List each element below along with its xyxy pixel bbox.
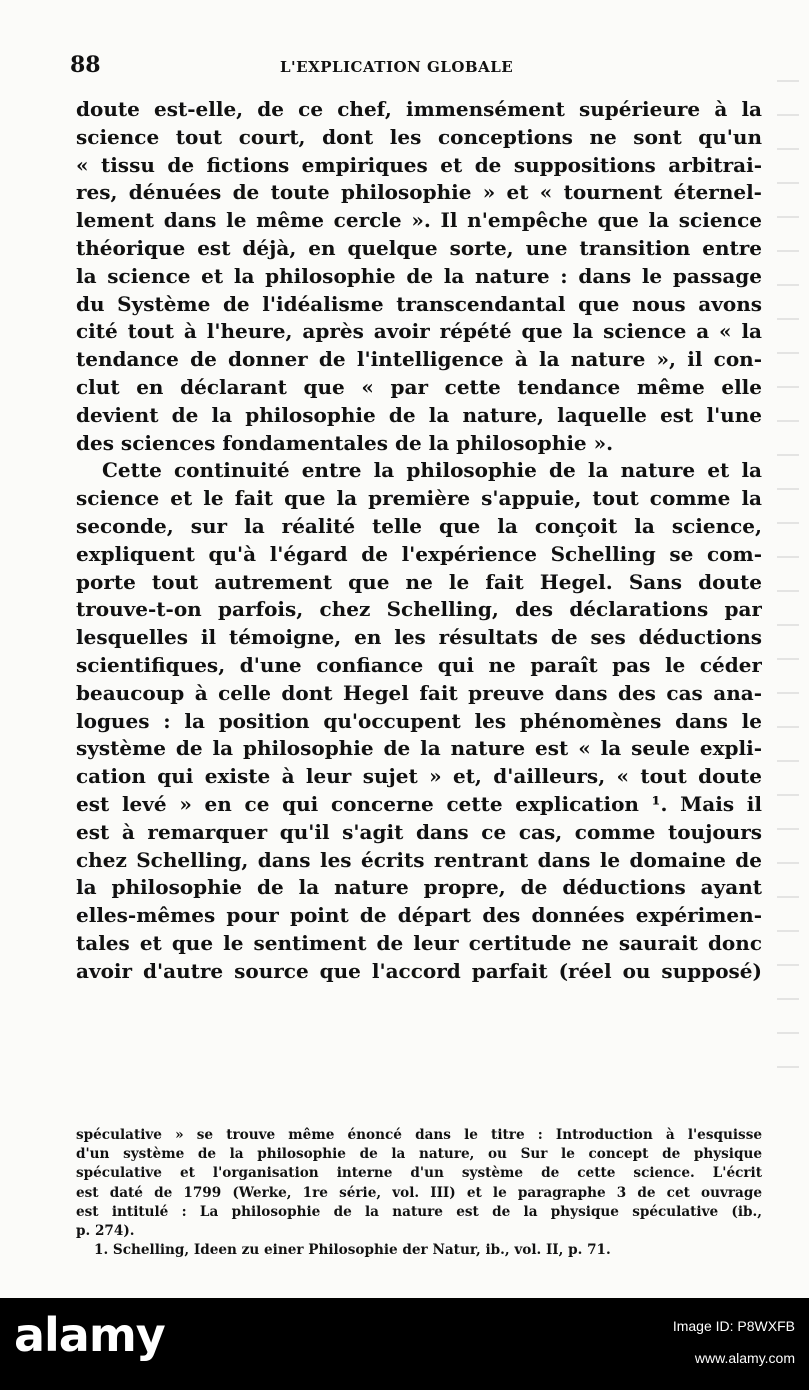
text-line: la philosophie de la nature propre, de déductions ayant [76,875,762,900]
footnotes [76,1126,762,1260]
text-line: chez Schelling, dans les écrits rentrant dans le domaine de [76,847,762,872]
footnote-line: spéculative et l'organisation interne d'un système de cette science. L'écrit [76,1165,762,1182]
page-number: 88 [70,52,101,78]
footnote-line: spéculative » se trouve même énoncé dans le titre : Introduction à l'esquisse [76,1127,762,1143]
text-line: logues : la position qu'occupent les phénomènes dans le [76,708,762,733]
text-line: est à remarquer qu'il s'agit dans ce cas, comme toujours [76,819,762,844]
text-line: est levé » en ce qui concerne cette explication ¹. Mais il [76,791,762,816]
text-line: du Système de l'idéalisme transcendantal que nous avons [76,291,762,316]
text-line: tales et que le sentiment de leur certitude ne saurait donc [76,930,762,955]
text-line: théorique est déjà, en quelque sorte, une transition entre [76,235,762,260]
watermark-banner [0,1298,809,1390]
scan-margin-artifact [777,80,799,1080]
main-text [76,96,762,986]
footnote-line: est intitulé : La philosophie de la nature est de la physique spéculative (ib., [76,1203,762,1220]
site-url: www.alamy.com [694,1350,795,1366]
text-line: Cette continuité entre la philosophie de la nature et la [102,458,762,483]
text-line: science tout court, dont les conceptions ne sont qu'un [76,124,762,149]
text-line: science et le fait que la première s'appuie, tout comme la [76,486,762,511]
text-line: seconde, sur la réalité telle que la conçoit la science, [76,513,762,538]
text-line: doute est-elle, de ce chef, immensément supérieure à la [76,97,762,121]
text-line: système de la philosophie de la nature est « la seule expli- [76,736,762,761]
text-line: elles-mêmes pour point de départ des données expérimen- [76,903,762,928]
footnote-line: p. 274). [76,1222,135,1239]
text-line: scientifiques, d'une confiance qui ne paraît pas le céder [76,652,762,677]
text-line: lesquelles il témoigne, en les résultats de ses déductions [76,625,762,650]
text-line: cité tout à l'heure, après avoir répété que la science a « la [76,319,762,344]
text-line: cation qui existe à leur sujet » et, d'ailleurs, « tout doute [76,764,762,789]
text-line: devient de la philosophie de la nature, laquelle est l'une [76,402,762,427]
text-line: clut en déclarant que « par cette tendance même elle [76,374,762,399]
text-line: avoir d'autre source que l'accord parfait (réel ou supposé) [76,958,762,983]
text-line: des sciences fondamentales de la philosophie ». [76,430,614,455]
page-header [70,52,760,82]
text-line: res, dénuées de toute philosophie » et « tournent éternel- [76,180,762,205]
text-line: beaucoup à celle dont Hegel fait preuve dans des cas ana- [76,680,762,705]
text-line: tendance de donner de l'intelligence à la nature », il con- [76,347,762,372]
running-title: L'EXPLICATION GLOBALE [280,58,514,76]
text-line: porte tout autrement que ne le fait Hegel. Sans doute [76,569,762,594]
text-line: expliquent qu'à l'égard de l'expérience Schelling se com- [76,541,762,566]
text-line: la science et la philosophie de la nature : dans le passage [76,263,762,288]
alamy-logo: alamy [14,1308,165,1362]
text-line: trouve-t-on parfois, chez Schelling, des déclarations par [76,597,762,622]
image-id: Image ID: P8WXFB [672,1318,795,1334]
footnote-line: d'un système de la philosophie de la nature, ou Sur le concept de physique [76,1146,762,1163]
text-line: lement dans le même cercle ». Il n'empêche que la science [76,208,762,233]
footnote-line: est daté de 1799 (Werke, 1re série, vol. III) et le paragraphe 3 de cet ouvrage [76,1184,762,1201]
text-line: « tissu de fictions empiriques et de suppositions arbitrai- [76,152,762,177]
footnote-line: 1. Schelling, Ideen zu einer Philosophie der Natur, ib., vol. II, p. 71. [94,1242,611,1259]
